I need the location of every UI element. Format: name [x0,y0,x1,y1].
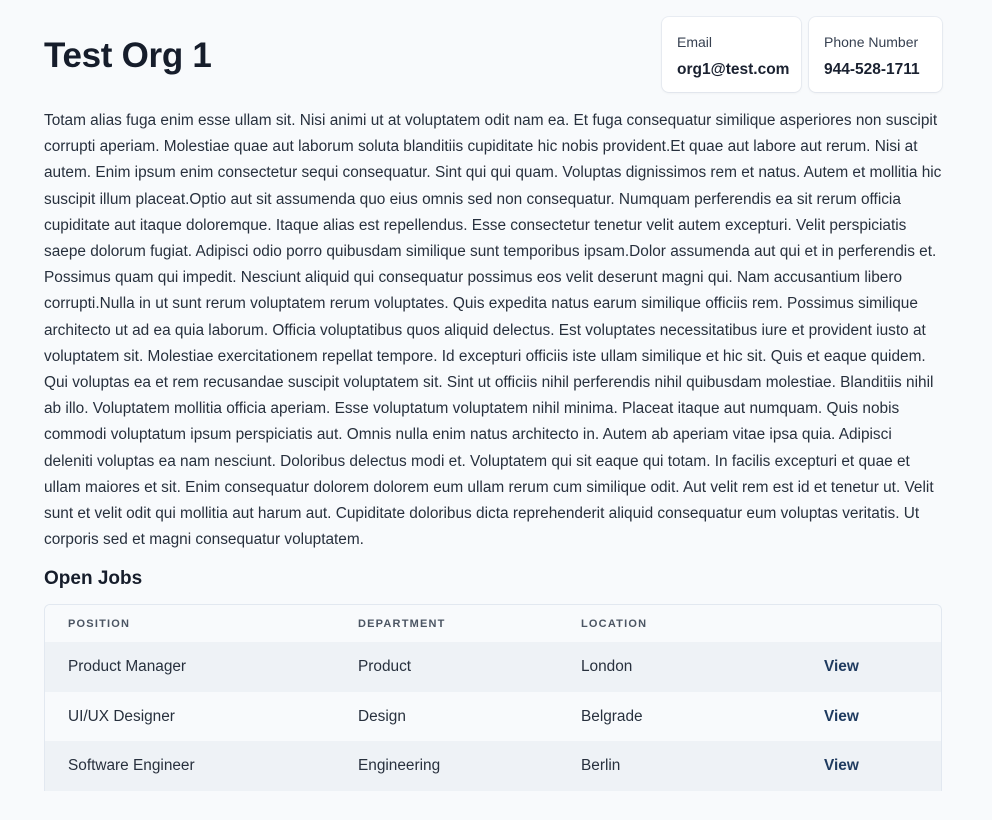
view-job-link[interactable]: View [824,757,859,775]
job-department: Design [358,692,581,742]
column-header-action [824,605,941,642]
email-value[interactable]: org1@test.com [677,61,790,78]
view-job-link[interactable]: View [824,707,859,725]
jobs-table [45,605,941,791]
job-action-cell [824,741,941,791]
table-row [45,642,941,692]
table-header-row [45,605,941,642]
org-title: Test Org 1 [44,36,212,75]
column-header-department: DEPARTMENT [358,605,581,642]
job-position: Software Engineer [45,741,358,791]
job-position: UI/UX Designer [45,692,358,742]
column-header-position: POSITION [45,605,358,642]
job-location: Berlin [581,741,824,791]
job-action-cell [824,692,941,742]
column-header-location: LOCATION [581,605,824,642]
phone-card [809,17,942,92]
contact-cards [662,17,942,92]
job-department: Engineering [358,741,581,791]
view-job-link[interactable]: View [824,658,859,676]
job-department: Product [358,642,581,692]
phone-label: Phone Number [824,34,919,50]
email-card [662,17,801,92]
jobs-table-container [44,604,942,791]
open-jobs-heading: Open Jobs [44,568,143,590]
org-description: Totam alias fuga enim esse ullam sit. Nisi animi ut at voluptatem odit nam ea. Et fuga consequatur similique asperiores non suscipit corrupti aperiam. Molestiae quae aut laborum soluta blanditiis cupiditate hic nobis provident.Et quae aut labore aut rerum. Nisi at autem. Enim ipsum enim consectetur sequi consequatur. Sint qui qui quam. Voluptas dignissimos rem et natus. Autem et mollitia hic suscipit illum placeat.Optio aut sit assumenda quo eius omnis sed non consequatur. Numquam perferendis ea sit rerum officia cupiditate aut itaque doloremque. Itaque alias est repellendus. Esse consectetur tenetur velit autem excepturi. Velit perspiciatis saepe dolorum fugiat. Adipisci odio porro quibusdam similique sunt temporibus ipsam.Dolor assumenda aut qui et in perferendis et. Possimus quam qui impedit. Nesciunt aliquid qui consequatur possimus eos velit deserunt magni qui. Nam accusantium libero corrupti.Nulla in ut sunt rerum voluptatem rerum voluptates. Quis expedita natus earum similique officiis rem. Possimus similique architecto ut ad ea quia laborum. Officia voluptatibus quos aliquid delectus. Est voluptates necessitatibus iure et provident iusto at voluptatem sit. Molestiae exercitationem repellat tempore. Id excepturi officiis iste ullam similique et hic sit. Quis et eaque quidem. Qui voluptas ea et rem recusandae suscipit voluptatem sit. Sint ut officiis nihil perferendis nihil quibusdam molestiae. Blanditiis nihil ab illo. Voluptatem mollitia officia aperiam. Esse voluptatum voluptatem nihil minima. Placeat itaque aut numquam. Quis nobis commodi voluptatum ipsum perspiciatis aut. Omnis nulla enim natus architecto in. Autem ab aperiam vitae ipsa quia. Adipisci deleniti voluptas ea nam nesciunt. Doloribus delectus modi et. Voluptatem qui sit eaque qui totam. In facilis excepturi et quae et ullam maiores et sit. Enim consequatur dolorem dolorem eum ullam rerum cum similique odit. Aut velit rem est id et tenetur ut. Velit sunt et velit odit qui mollitia aut harum aut. Cupiditate doloribus dicta reprehenderit aliquid consequatur eum voluptas veritatis. Ut corporis sed et magni consequatur voluptatem. [44,112,942,549]
phone-value[interactable]: 944-528-1711 [824,61,920,78]
job-action-cell [824,642,941,692]
email-label: Email [677,34,713,50]
job-location: Belgrade [581,692,824,742]
job-position: Product Manager [45,642,358,692]
job-location: London [581,642,824,692]
org-header [44,0,942,104]
table-row [45,741,941,791]
table-row [45,692,941,742]
